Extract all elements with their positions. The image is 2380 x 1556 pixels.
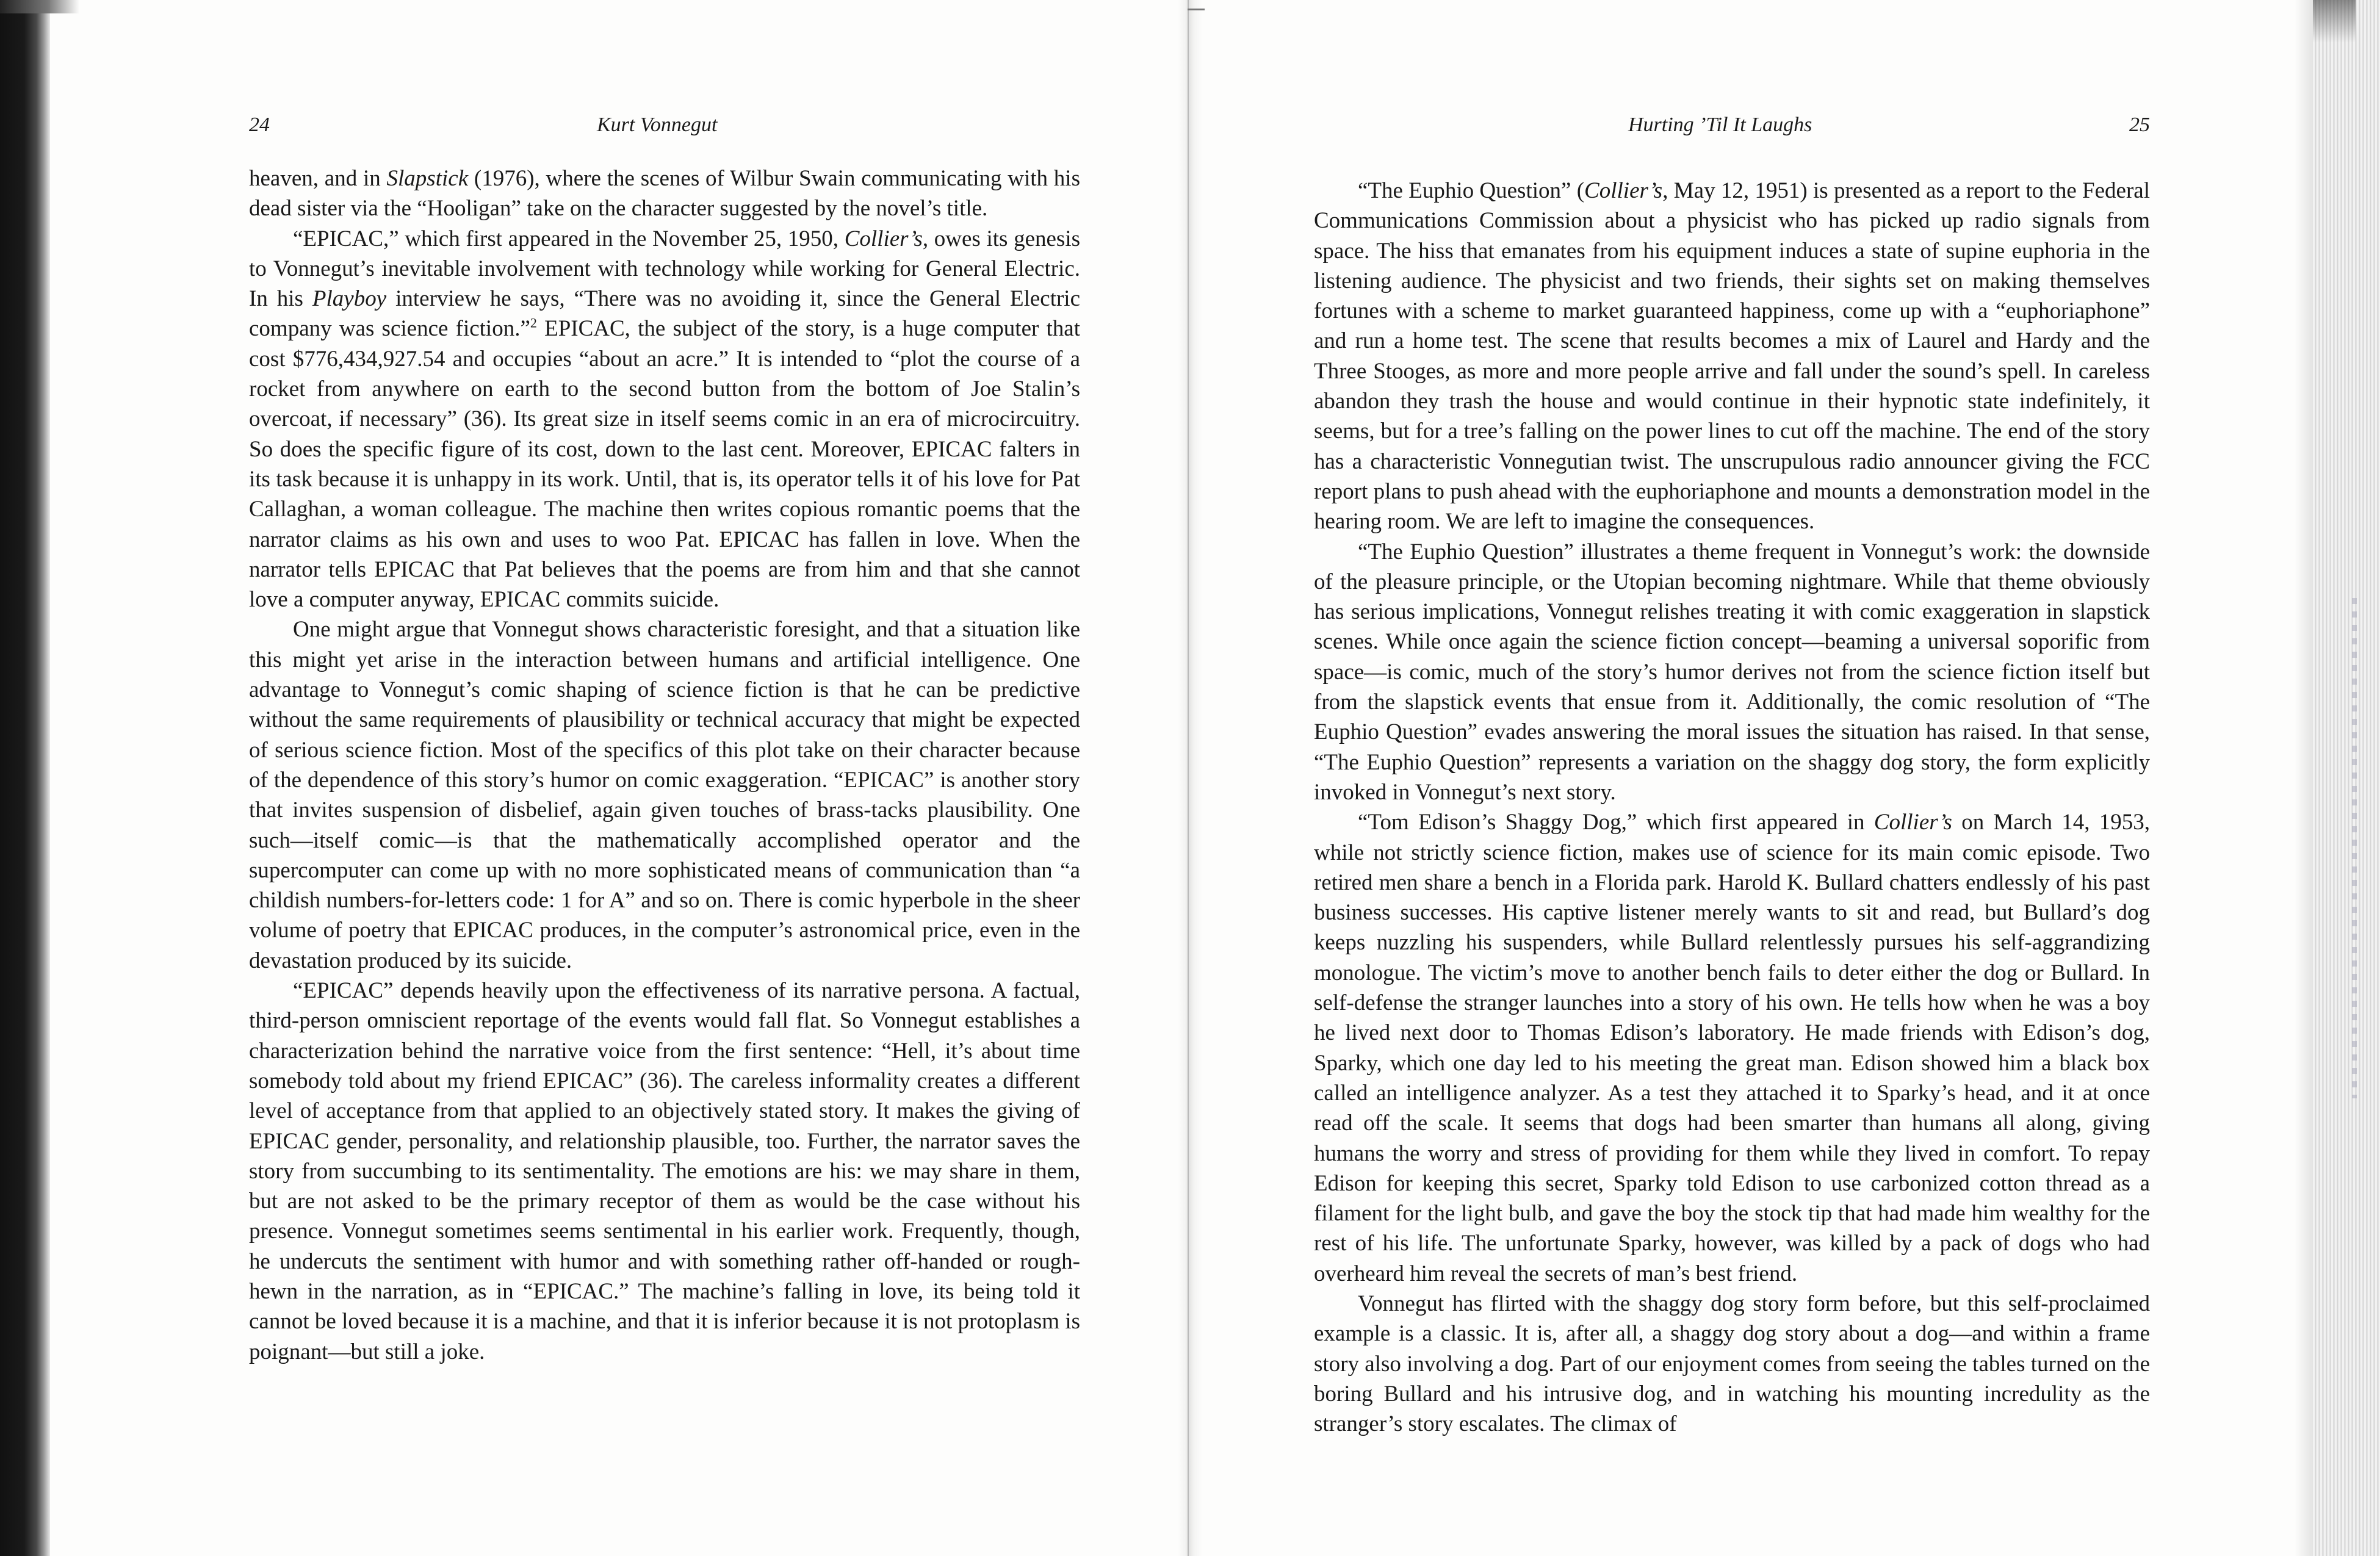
- paragraph: [249, 976, 1080, 1367]
- text-run: , owes its genesis to Vonnegut’s inevitable involvement with technology while working for General Electric. In his: [249, 226, 1080, 312]
- right-page-body: [1314, 176, 2150, 1439]
- paragraph: [1314, 807, 2150, 1289]
- gutter-tick: [1188, 9, 1205, 10]
- left-page-body: [249, 164, 1080, 1367]
- running-head: Hurting ’Til It Laughs: [1628, 113, 1812, 136]
- page-edge-shade-right: [2295, 0, 2313, 1556]
- left-page-header: [249, 113, 1080, 148]
- text-run: “EPICAC” depends heavily upon the effectiveness of its narrative persona. A factual, third-person omniscient reportage of the events would fall flat. So Vonnegut establishes a characterization behind the narrative voice from the first sentence: “Hell, it’s about time somebody told about my friend EPICAC” (36). The careless informality creates a different level of acceptance from that applied to an objectively stated story. It makes the giving of EPICAC gender, personality, and relationship plausible, too. Further, the narrator saves the story from succumbing to its sentimentality. The emotions are his: we may share in them, but are not asked to be the primary receptor of them as would be the case without his presence. Vonnegut sometimes seems sentimental in his earlier work. Frequently, though, he undercuts the sentiment with humor and with something rather off-handed or rough-hewn in the narration, as in “EPICAC.” The machine’s falling in love, its being told it cannot be loved because it is a machine, and that it is inferior because it is not protoplasm is poignant—but still a joke.: [249, 978, 1080, 1364]
- paragraph: [1314, 176, 2150, 537]
- gutter-shadow: [1178, 0, 1202, 1556]
- text-run: EPICAC, the subject of the story, is a huge computer that cost $776,434,927.54 and occupies “about an acre.” It is intended to “plot the course of a rocket from anywhere on earth to the second button from the bottom of Joe Stalin’s overcoat, if necessary” (36). Its great size in itself seems comic in an era of microcircuitry. So does the specific figure of its cost, down to the last cent. Moreover, EPICAC falters in its task because it is unhappy in its work. Until, that is, its operator tells it of his love for Pat Callaghan, a woman colleague. The machine then writes copious romantic poems that the narrator claims as his own and uses to woo Pat. EPICAC has fallen in love. When the narrator tells EPICAC that Pat believes that the poems are from him and that she cannot love a computer anyway, EPICAC commits suicide.: [249, 316, 1080, 613]
- text-run: “The Euphio Question” (: [1358, 178, 1585, 203]
- right-page-header: [1314, 113, 2150, 148]
- text-run: heaven, and in: [249, 166, 387, 191]
- text-run: “EPICAC,” which first appeared in the November 25, 1950,: [293, 226, 845, 251]
- right-page: [1314, 0, 2150, 1439]
- italic-title: Playboy: [312, 286, 387, 312]
- italic-title: Slapstick: [386, 166, 469, 191]
- left-page: [249, 0, 1080, 1367]
- page-stack-edge-right: [2313, 0, 2380, 1556]
- paragraph: [249, 164, 1080, 224]
- gutter-fold: [1188, 0, 1189, 1556]
- binding-shadow-left: [0, 0, 50, 1556]
- italic-title: Collier’s: [844, 226, 923, 251]
- running-head: Kurt Vonnegut: [597, 113, 718, 136]
- page-edge-marks: [2352, 598, 2357, 1098]
- text-run: “Tom Edison’s Shaggy Dog,” which first appeared in: [1358, 810, 1874, 835]
- paragraph: [1314, 1289, 2150, 1439]
- text-run: Vonnegut has flirted with the shaggy dog story form before, but this self-proclaimed example is a classic. It is, after all, a shaggy dog story about a dog—and within a frame story also involving a dog. Part of our enjoyment comes from seeing the tables turned on the boring Bullard and his intrusive dog, and in watching his mounting incredulity as the stranger’s story escalates. The climax of: [1314, 1291, 2150, 1437]
- text-run: (1976), where the scenes of Wilbur Swain communicating with his dead sister via the “Hooligan” take on the character suggested by the novel’s title.: [249, 166, 1080, 222]
- page-number: 24: [249, 113, 270, 136]
- paragraph: [1314, 537, 2150, 808]
- corner-shadow-right: [2313, 0, 2356, 43]
- footnote-marker: 2: [530, 315, 537, 331]
- text-run: , May 12, 1951) is presented as a report to the Federal Communications Commission about a physicist who has picked up radio signals from space. The hiss that emanates from his equipment induces a state of supine euphoria in the listening audience. The physicist and two friends, their sights set on making themselves fortunes with a scheme to market guaranteed happiness, come up with a “euphoriaphone” and run a home test. The scene that results becomes a mix of Laurel and Hardy and the Three Stooges, as more and more people arrive and fall under the sound’s spell. In careless abandon they trash the house and would continue in their hypnotic state indefinitely, it seems, but for a tree’s falling on the power lines to cut off the machine. The end of the story has a characteristic Vonnegutian twist. The unscrupulous radio announcer giving the FCC report plans to push ahead with the euphoriaphone and mounts a demonstration model in the hearing room. We are left to imagine the consequences.: [1314, 178, 2151, 535]
- italic-title: Collier’s: [1584, 178, 1663, 203]
- italic-title: Collier’s: [1873, 810, 1952, 835]
- paragraph: [249, 614, 1080, 976]
- text-run: interview he says, “There was no avoiding it, since the General Electric company was science fiction.”: [249, 286, 1081, 342]
- page-number: 25: [2129, 113, 2150, 136]
- text-run: on March 14, 1953, while not strictly science fiction, makes use of science for its main comic episode. Two retired men share a bench in a Florida park. Harold K. Bullard chatters endlessly of his past business successes. His captive listener merely wants to sit and read, but Bullard’s dog keeps nuzzling his suspenders, while Bullard relentlessly pursues his self-aggrandizing monologue. The victim’s move to another bench fails to deter either the dog or Bullard. In self-defense the stranger launches into a story of his own. He tells how when he was a boy he lived next door to Thomas Edison’s laboratory. He made friends with Edison’s dog, Sparky, which one day led to his meeting the great man. Edison showed him a black box called an intelligence analyzer. As a test they attached it to Sparky’s head, and it at once read off the scale. It seems that dogs had been smarter than humans all along, giving humans the worry and stress of providing for them while they lived in comfort. To repay Edison for keeping this secret, Sparky told Edison to use carbonized cotton thread as a filament for the light bulb, and gave the boy the stock tip that had made him wealthy for the rest of his life. The unfortunate Sparky, however, was killed by a pack of dogs who had overheard him reveal the secrets of man’s best friend.: [1314, 810, 2150, 1286]
- corner-shadow-left: [0, 0, 79, 13]
- text-run: One might argue that Vonnegut shows characteristic foresight, and that a situation like this might yet arise in the interaction between humans and artificial intelligence. One advantage to Vonnegut’s comic shaping of science fiction is that he can be predictive without the same requirements of plausibility or technical accuracy that might be expected of serious science fiction. Most of the specifics of this plot take on their character because of the dependence of this story’s humor on comic exaggeration. “EPICAC” is another story that invites suspension of disbelief, again given touches of brass-tacks plausibility. One such—itself comic—is that the mathematically accomplished operator and the supercomputer can come up with no more sophisticated means of communication than “a childish numbers-for-letters code: 1 for A” and so on. There is comic hyperbole in the sheer volume of poetry that EPICAC produces, in the computer’s astronomical price, even in the devastation produced by its suicide.: [249, 617, 1080, 973]
- text-run: “The Euphio Question” illustrates a theme frequent in Vonnegut’s work: the downside of the pleasure principle, or the Utopian becoming nightmare. While that theme obviously has serious implications, Vonnegut relishes treating it with comic exaggeration in slapstick scenes. While once again the science fiction concept—beaming a universal soporific from space—is comic, much of the story’s humor derives not from the science fiction itself but from the slapstick events that ensue from it. Additionally, the comic resolution of “The Euphio Question” evades answering the moral issues the situation has raised. In that sense, “The Euphio Question” represents a variation on the shaggy dog story, the form explicitly invoked in Vonnegut’s next story.: [1314, 539, 2150, 805]
- paragraph: [249, 224, 1080, 615]
